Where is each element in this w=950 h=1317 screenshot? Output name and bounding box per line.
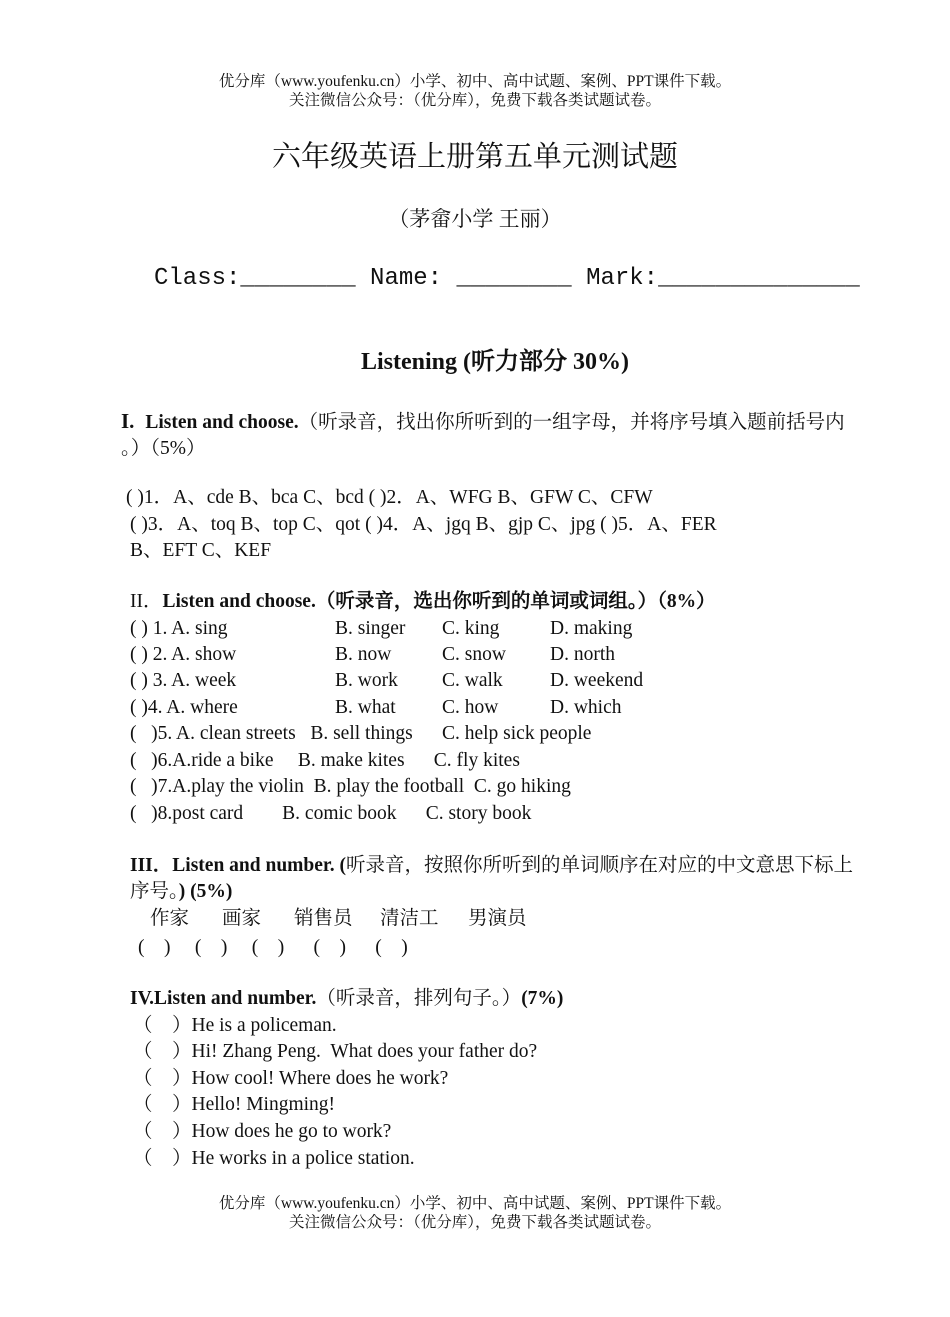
document-author: （茅畲小学 王丽） [388,207,562,231]
list-item: （ ）He works in a police station. [133,1148,415,1169]
question-number: ( ) 1. A. sing [130,618,228,639]
word-item: 男演员 [468,908,527,929]
word-item: 清洁工 [380,908,439,929]
word-item: 画家 [222,908,262,929]
section-2-title: Listen and choose. [162,591,316,612]
page-header-line1: 优分库（www.youfenku.cn）小学、初中、高中试题、案例、PPT课件下载。 [218,73,732,90]
section-1-heading [121,408,851,462]
option-b: B. work [335,670,398,691]
section-3-title: Listen and number. ( [172,855,347,876]
option-d: D. weekend [550,670,644,691]
section-1-title: Listen and choose. [145,412,299,433]
section-3-label: III． [130,855,173,876]
question-number: ( ) 3. A. week [130,670,237,691]
option-c: C. how [442,697,499,718]
list-item: （ ）He is a policeman. [133,1015,337,1036]
page-header-line2: 关注微信公众号：（优分库），免费下载各类试题试卷。 [288,92,661,109]
section-2-instruction: （听录音，选出你听到的单词或词组。）（8%） [315,591,716,612]
list-item: （ ）Hello! Mingming! [133,1094,336,1115]
section-1-instruction: （听录音，找出你所听到的一组字母，并将序号填入题前括号内 。）（5%） [121,412,845,459]
option-c: C. king [442,618,500,639]
section-4-title: Listen and number. [154,988,317,1009]
section-1-label: I. [121,409,135,433]
page-footer-line1: 优分库（www.youfenku.cn）小学、初中、高中试题、案例、PPT课件下载。 [218,1195,732,1212]
section-3-score: ) (5%) [178,881,233,902]
section-4-heading [130,986,563,1012]
listening-heading: Listening (听力部分 30%) [360,349,629,375]
option-c: C. walk [442,670,503,691]
section-4-label: IV. [130,988,155,1009]
question-line: ( )7.A.play the violin B. play the football C. go hiking [130,776,571,797]
section-4-score: (7%) [521,988,564,1009]
section-1-line: B、EFT C、KEF [130,540,272,561]
question-number: ( )4. A. where [130,697,238,718]
word-item: 销售员 [294,908,353,929]
document-title: 六年级英语上册第五单元测试题 [271,141,678,173]
option-d: D. north [550,644,615,665]
question-line: ( )5. A. clean streets B. sell things C. help sick people [130,723,592,744]
question-line: ( )8.post card B. comic book C. story book [130,803,532,824]
option-b: B. singer [335,618,406,639]
section-1-line: ( )1．A、cde B、bca C、bcd ( )2．A、WFG B、GFW C、CFW [126,487,653,508]
section-2-label: II． [130,591,163,612]
section-3-heading [130,853,860,905]
student-info-line: Class:________ Name: ________ Mark:______________ [154,265,860,292]
option-c: C. snow [442,644,506,665]
section-3-brackets: ( ) ( ) ( ) ( ) ( ) [138,937,408,958]
word-item: 作家 [150,908,190,929]
section-2-heading [130,589,716,615]
list-item: （ ）How does he go to work? [133,1121,392,1142]
option-b: B. what [335,697,396,718]
page-footer-line2: 关注微信公众号：（优分库），免费下载各类试题试卷。 [288,1214,661,1231]
list-item: （ ）Hi! Zhang Peng. What does your father do? [133,1041,538,1062]
option-d: D. making [550,618,633,639]
section-3-instruction: 听录音，按照你所听到的单词顺序在对应的中文意思下标上序号。 [130,855,854,902]
question-line: ( )6.A.ride a bike B. make kites C. fly kites [130,750,520,771]
question-number: ( ) 2. A. show [130,644,237,665]
section-4-instruction: （听录音，排列句子。） [316,988,522,1009]
section-1-line: ( )3．A、toq B、top C、qot ( )4．A、jgq B、gjp C、jpg ( )5．A、FER [130,514,717,535]
option-d: D. which [550,697,622,718]
list-item: （ ）How cool! Where does he work? [133,1068,449,1089]
option-b: B. now [335,644,392,665]
